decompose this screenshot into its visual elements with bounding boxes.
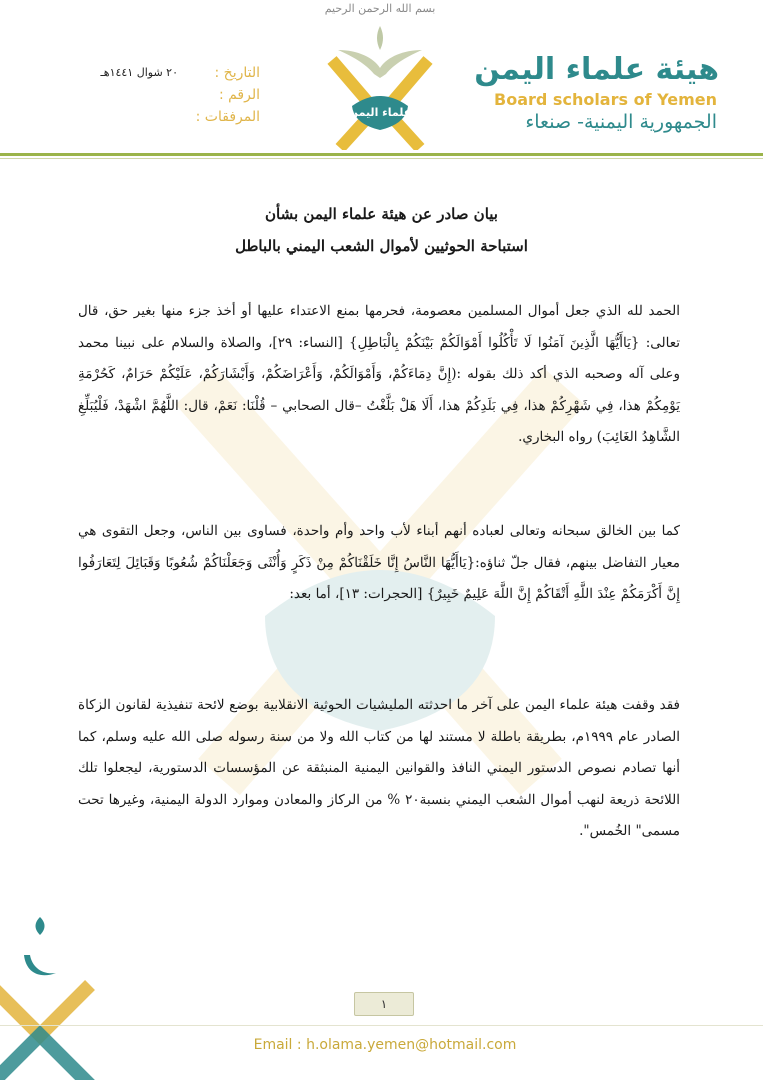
footer-divider	[0, 1025, 763, 1026]
basmala: بسم الله الرحمن الرحيم	[324, 2, 436, 15]
org-name-arabic: هيئة علماء اليمن	[474, 52, 719, 87]
page-number: ١	[354, 992, 414, 1016]
logo-text: علماء اليمن	[348, 106, 412, 119]
board-logo-icon	[318, 20, 442, 150]
header-divider-thin	[0, 158, 763, 159]
header-divider	[0, 153, 763, 156]
meta-attachments-row	[80, 106, 260, 128]
paragraph-2: كما بين الخالق سبحانه وتعالى لعباده أنهم أبناء لأب واحد وأم واحدة، فساوى بين الناس، وجعل التقوى هي معيار التفاضل بينهم، فقال جلّ ثناؤه:{يَاأَيُّهَا النَّاسُ إِنَّا خَلَقْنَاكُمْ مِنْ ذَكَرٍ وَأُنْثَى وَجَعَلْنَاكُمْ شُعُوبًا وَقَبَائِلَ لِتَعَارَفُوا إِنَّ أَكْرَمَكُمْ عِنْدَ اللَّهِ أَتْقَاكُمْ إِنَّ اللَّهَ عَلِيمٌ خَبِيرٌ} [الحجرات: ١٣]، أما بعد:	[78, 523, 680, 602]
contact-email[interactable]: Email : h.olama.yemen@hotmail.com	[253, 1037, 517, 1053]
document-meta	[80, 62, 260, 128]
org-name-english: Board scholars of Yemen	[494, 90, 717, 109]
meta-ref-row	[80, 84, 260, 106]
paragraph-3: فقد وقفت هيئة علماء اليمن على آخر ما احدثته المليشيات الحوثية الانقلابية بوضع لائحة تنفيذية لقانون الزكاة الصادر عام ١٩٩٩م، بطريقة باطلة لا مستند لها من كتاب الله ولا من سنة رسوله صلى الله عليه وسلم، كما أنها تصادم نصوص الدستور اليمني النافذ والقوانين اليمنية المنبثقة عن المؤسسات الدستورية، ليجعلوا تلك اللائحة ذريعة لنهب أموال الشعب اليمني بنسبة٢٠ % من الركاز والمعادن وموارد الدولة اليمنية، وغيرها تحت مسمى" الخُمس".	[78, 697, 680, 839]
date-label: التاريخ :	[214, 65, 260, 81]
meta-date-row	[80, 62, 260, 84]
org-location: الجمهورية اليمنية- صنعاء	[525, 111, 717, 133]
date-value: ٢٠ شوال ١٤٤١هـ	[100, 66, 178, 79]
paragraph-1: الحمد لله الذي جعل أموال المسلمين معصومة، فحرمها بمنع الاعتداء عليها أو أخذ جزء منها بغير حق، قال تعالى: {يَاأَيُّهَا الَّذِينَ آمَنُوا لَا تَأْكُلُوا أَمْوَالَكُمْ بَيْنَكُمْ بِالْبَاطِلِ} [النساء: ٢٩]، والصلاة والسلام على نبينا محمد وعلى آله وصحبه الذي أكد ذلك بقوله :(إِنَّ دِمَاءَكُمْ، وَأَمْوَالَكُمْ، وَأَعْرَاضَكُمْ، وَأَبْشَارَكُمْ، عَلَيْكُمْ حَرَامٌ، كَحُرْمَةِ يَوْمِكُمْ هذا، فِي شَهْرِكُمْ هذا، فِي بَلَدِكُمْ هذا، أَلَا هَلْ بَلَّغْتُ –قال الصحابي – قُلْنَا: نَعَمْ، قال: اللَّهُمَّ اشْهَدْ، فَلْيُبَلِّغِ الشَّاهِدُ الغَائِبَ) رواه البخاري.	[78, 303, 681, 445]
corner-ornament-icon	[0, 915, 120, 1080]
reference-label: الرقم :	[218, 87, 260, 103]
attachments-label: المرفقات :	[195, 109, 260, 125]
statement-title-line-1: بيان صادر عن هيئة علماء اليمن بشأن	[265, 205, 498, 223]
statement-title-line-2: استباحة الحوثيين لأموال الشعب اليمني بالباطل	[235, 237, 528, 255]
